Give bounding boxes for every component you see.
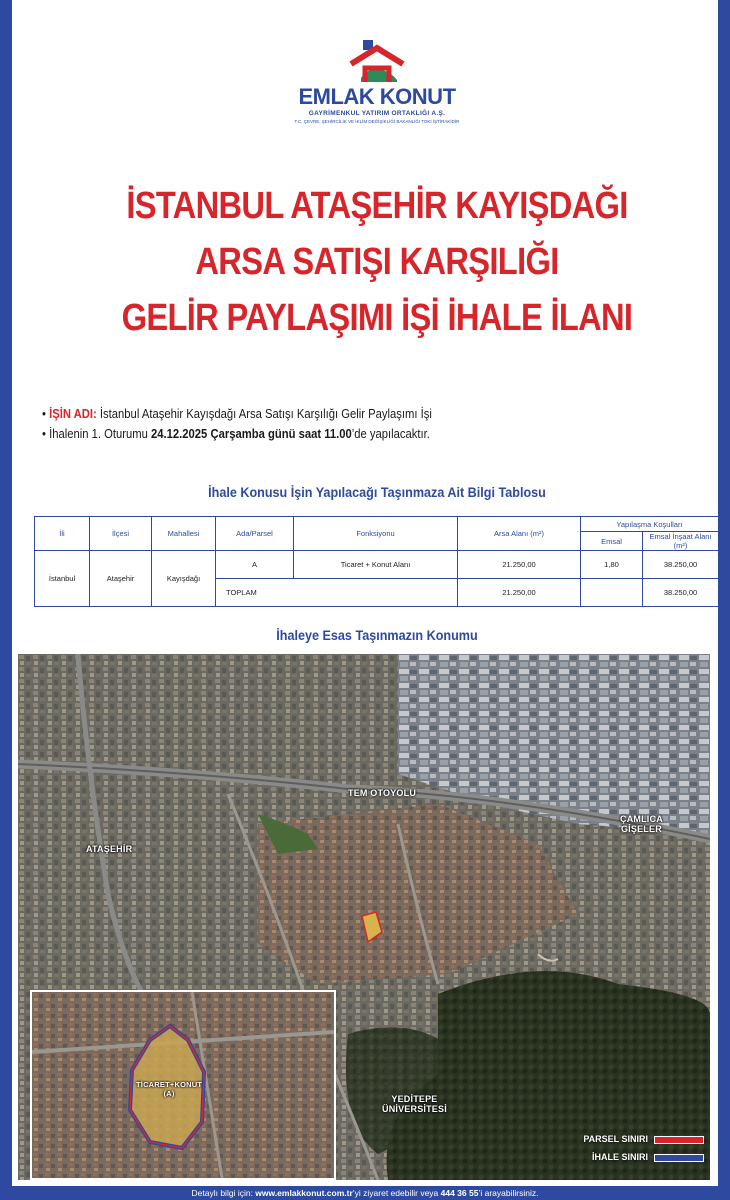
footer-url[interactable]: www.emlakkonut.com.tr xyxy=(255,1188,353,1198)
header-mahalle: Mahallesi xyxy=(152,517,216,551)
title-line-3: GELİR PAYLAŞIMI İŞİ İHALE İLANI xyxy=(121,297,633,339)
table-title: İhale Konusu İşin Yapılacağı Taşınmaza Ait Bilgi Tablosu xyxy=(208,484,546,500)
logo-affiliation: T.C. ÇEVRE, ŞEHİRCİLİK VE İKLİM DEĞİŞİKLİĞİ BAKANLIĞI TOKİ İŞTİRAKİDİR xyxy=(294,119,460,124)
footer-prefix: Detaylı bilgi için: xyxy=(191,1188,256,1198)
label-camlica-line2: GİŞELER xyxy=(620,824,662,834)
header-ilce: İlçesi xyxy=(90,517,152,551)
label-camlica xyxy=(620,814,663,834)
cell-ada-parsel: A xyxy=(216,551,294,579)
footer-middle: ’yi ziyaret edebilir veya xyxy=(352,1188,441,1198)
total-emsal xyxy=(581,579,643,607)
announcement-bullets xyxy=(42,404,702,444)
total-emsal-insaat: 38.250,00 xyxy=(643,579,719,607)
label-yeditepe xyxy=(382,1094,447,1114)
header-il: İli xyxy=(35,517,90,551)
logo-subtitle: GAYRİMENKUL YATIRIM ORTAKLIĞI A.Ş. xyxy=(308,110,446,117)
page-title xyxy=(12,178,730,346)
session-datetime: 24.12.2025 Çarşamba günü saat 11.00 xyxy=(151,427,352,441)
property-info-table xyxy=(34,516,719,607)
footer-phone[interactable]: 444 36 55 xyxy=(440,1188,479,1198)
cell-arsa-alani: 21.250,00 xyxy=(458,551,581,579)
label-yeditepe-line2: ÜNİVERSİTESİ xyxy=(382,1104,447,1114)
label-yeditepe-line1: YEDİTEPE xyxy=(391,1094,438,1104)
footer xyxy=(0,1186,730,1200)
label-camlica-line1: ÇAMLICA xyxy=(620,814,663,824)
job-name: İstanbul Ataşehir Kayışdağı Arsa Satışı Karşılığı Gelir Paylaşımı İşi xyxy=(96,407,432,421)
location-map xyxy=(18,654,710,1180)
cell-il: İstanbul xyxy=(35,551,90,607)
parcel-inset-map xyxy=(30,990,336,1180)
legend-parsel xyxy=(544,1134,704,1144)
legend-parsel-label: PARSEL SINIRI xyxy=(583,1134,648,1144)
session-suffix: ’de yapılacaktır. xyxy=(351,427,430,441)
map-title: İhaleye Esas Taşınmazın Konumu xyxy=(276,627,478,643)
header-emsal-insaat: Emsal İnşaat Alanı (m²) xyxy=(643,532,719,551)
legend-ihale xyxy=(544,1152,704,1162)
header-yapilasma: Yapılaşma Koşulları xyxy=(581,517,719,532)
legend xyxy=(544,1134,704,1162)
legend-ihale-label: İHALE SINIRI xyxy=(591,1152,648,1162)
legend-parsel-swatch xyxy=(654,1136,704,1144)
title-line-1: İSTANBUL ATAŞEHİR KAYIŞDAĞI xyxy=(126,185,628,227)
company-logo xyxy=(272,40,482,140)
job-label: İŞİN ADI: xyxy=(49,407,97,421)
cell-fonksiyon: Ticaret + Konut Alanı xyxy=(294,551,458,579)
total-label: TOPLAM xyxy=(216,579,458,607)
label-atasehir: ATAŞEHİR xyxy=(86,844,133,854)
session-prefix: İhalenin 1. Oturumu xyxy=(49,427,152,441)
logo-house-icon xyxy=(347,40,407,84)
bullet-job-name: • İŞİN ADI: İstanbul Ataşehir Kayışdağı Arsa Satışı Karşılığı Gelir Paylaşımı İşi xyxy=(42,407,432,421)
cell-emsal: 1,80 xyxy=(581,551,643,579)
footer-suffix: ’i arayabilirsiniz. xyxy=(478,1188,539,1198)
header-arsa-alani: Arsa Alanı (m²) xyxy=(458,517,581,551)
cell-mahalle: Kayışdağı xyxy=(152,551,216,607)
label-parcel-line2: (A) xyxy=(163,1089,175,1098)
bullet-session: • İhalenin 1. Oturumu 24.12.2025 Çarşamba günü saat 11.00’de yapılacaktır. xyxy=(42,427,430,441)
logo-wordmark: EMLAK KONUT xyxy=(298,84,456,109)
legend-ihale-swatch xyxy=(654,1154,704,1162)
label-tem-otoyolu: TEM OTOYOLU xyxy=(348,788,417,798)
label-parcel-line1: TİCARET+KONUT xyxy=(136,1080,203,1089)
header-ada-parsel: Ada/Parsel xyxy=(216,517,294,551)
cell-emsal-insaat: 38.250,00 xyxy=(643,551,719,579)
label-parcel xyxy=(136,1080,202,1098)
title-line-2: ARSA SATIŞI KARŞILIĞI xyxy=(195,241,559,283)
header-emsal: Emsal xyxy=(581,532,643,551)
table-row xyxy=(35,551,719,579)
total-arsa-alani: 21.250,00 xyxy=(458,579,581,607)
cell-ilce: Ataşehir xyxy=(90,551,152,607)
header-fonksiyon: Fonksiyonu xyxy=(294,517,458,551)
